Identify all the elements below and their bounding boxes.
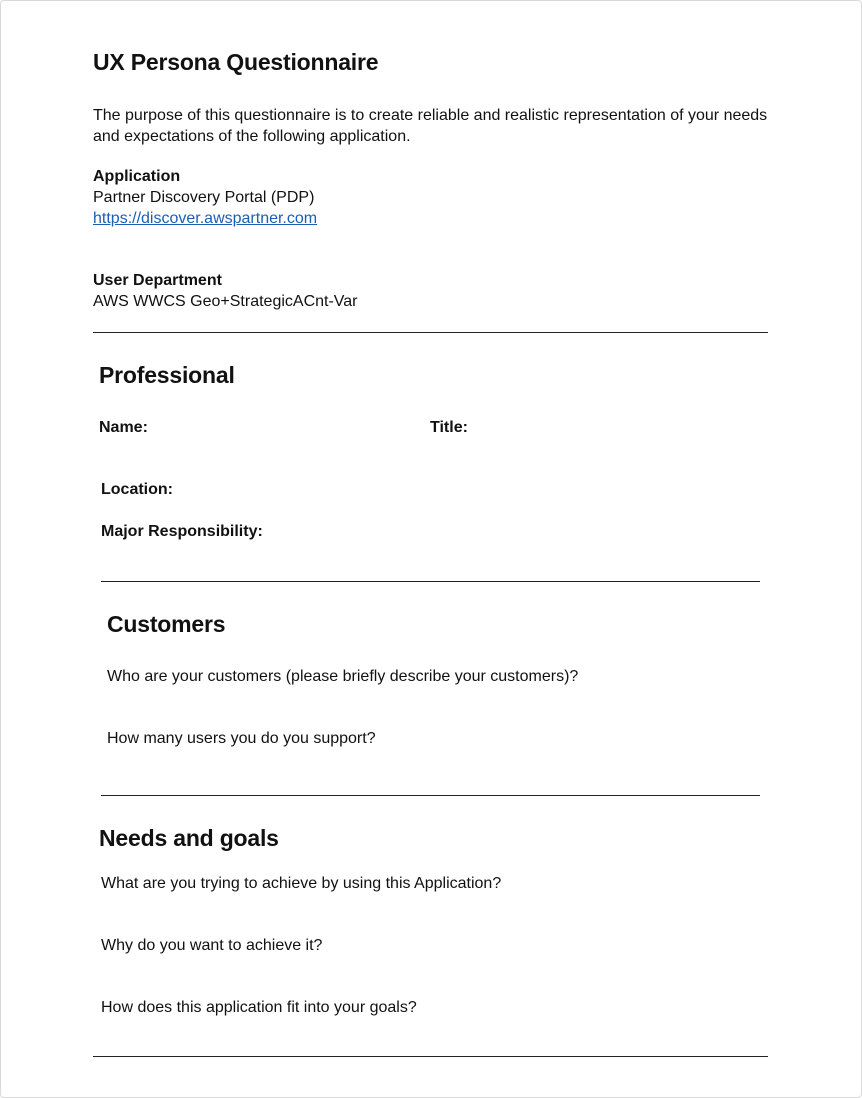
needs-goals-divider [93,1056,768,1057]
application-label: Application [93,168,181,185]
customers-question: Who are your customers (please briefly describe your customers)? [107,668,579,685]
needs-goals-heading: Needs and goals [99,825,279,851]
customers-divider [101,795,760,796]
header-divider [93,332,768,333]
application-url-link[interactable]: https://discover.awspartner.com [93,210,318,227]
major-responsibility-label: Major Responsibility: [101,523,263,540]
title-label: Title: [430,419,468,436]
location-label: Location: [101,481,173,498]
professional-divider [101,581,760,582]
customers-heading: Customers [107,611,226,637]
goals-fit-question: How does this application fit into your goals? [101,999,417,1016]
application-name: Partner Discovery Portal (PDP) [93,189,315,206]
professional-heading: Professional [99,362,235,388]
achieve-question: What are you trying to achieve by using this Application? [101,875,502,892]
intro-paragraph: The purpose of this questionnaire is to create reliable and realistic representation of your needs and expectations of the following application. [93,107,768,145]
department-value: AWS WWCS Geo+StrategicACnt-Var [93,293,358,310]
why-question: Why do you want to achieve it? [101,937,323,954]
document-title: UX Persona Questionnaire [93,49,379,75]
department-label: User Department [93,272,222,289]
name-label: Name: [99,419,148,436]
users-supported-question: How many users you do you support? [107,730,376,747]
